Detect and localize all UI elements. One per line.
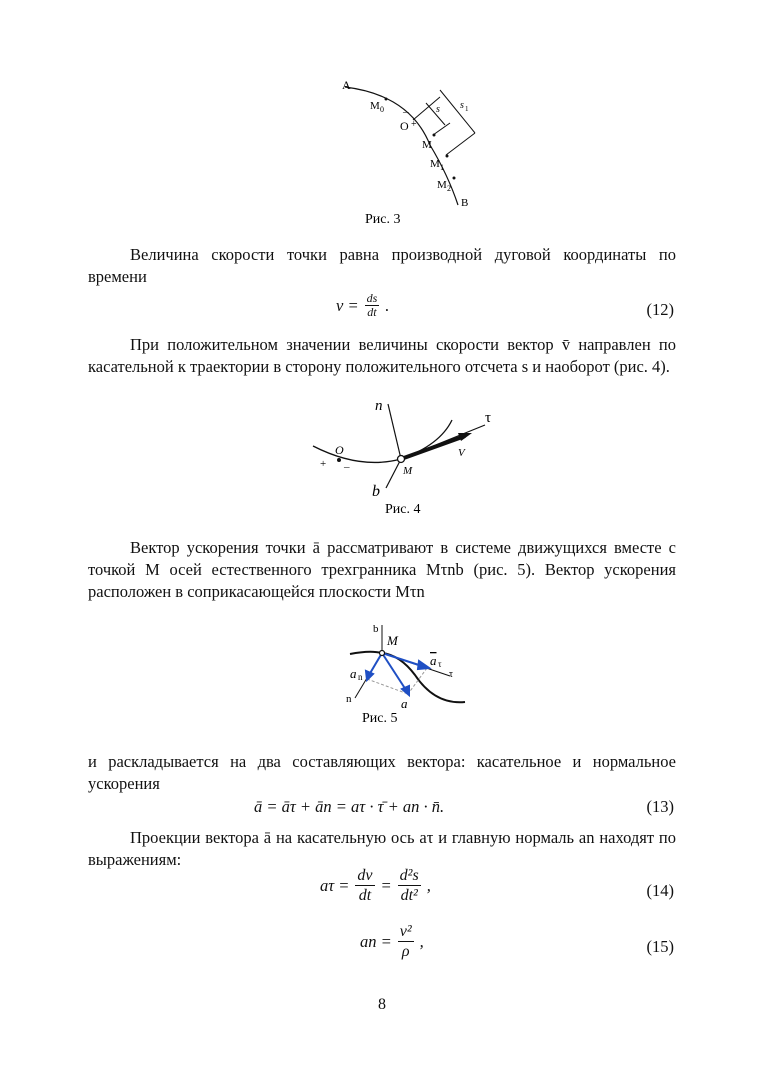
label-minus: –	[403, 106, 409, 118]
eq12-lhs: v =	[336, 295, 359, 315]
label-m2-sub: 2	[447, 184, 451, 193]
eq14-num1: dv	[357, 867, 373, 884]
eq12-tail: .	[385, 295, 390, 315]
paragraph-4: и раскладывается на два составляющих вектора: касательное и нормальное ускорения	[88, 752, 676, 793]
figure-5-caption: Рис. 5	[362, 711, 398, 726]
figure-4-caption: Рис. 4	[385, 502, 421, 517]
eq15-num: v²	[399, 923, 412, 940]
page-number: 8	[378, 996, 386, 1013]
figure-4	[300, 390, 500, 520]
figure-5	[330, 610, 480, 740]
equation-14-number: (14)	[646, 881, 674, 900]
equation-15	[360, 922, 424, 961]
paragraph-1: Величина скорости точки равна производной дуговой координаты по времени	[88, 245, 676, 286]
label-a-tau-sub: τ	[438, 659, 442, 669]
label-v: V	[458, 447, 465, 459]
label-a-n: a	[350, 666, 357, 681]
label-n: n	[375, 398, 383, 414]
eq14-lhs: aτ =	[320, 875, 350, 895]
label-o: O	[400, 119, 409, 133]
eq14-den1: dt	[358, 887, 372, 904]
equation-13-number: (13)	[646, 797, 674, 816]
label-b: b	[372, 483, 380, 500]
label-m1: M	[430, 158, 440, 170]
label-tau: τ	[449, 669, 454, 680]
label-m: M	[403, 465, 413, 477]
label-a: a	[401, 696, 408, 711]
paragraph-5: Проекции вектора ā на касательную ось aτ и главную нормаль an находят по выражениям:	[88, 828, 676, 869]
paragraph-2: При положительном значении величины скорости вектор v̄ направлен по касательной к траектории в сторону положительного отсчета s и наоборот (рис. 4).	[88, 335, 676, 376]
label-m2: M	[437, 179, 447, 191]
eq14-eq: =	[380, 875, 392, 895]
label-plus: +	[411, 119, 417, 130]
label-plus: +	[320, 458, 327, 470]
paragraph-3: Вектор ускорения точки ā рассматривают в системе движущихся вместе с точкой M осей естественного трехгранника Mτnb (рис. 5). Вектор ускорения расположен в соприкасающейся плоскости Mτn	[88, 538, 676, 601]
eq12-den: dt	[367, 305, 377, 319]
label-m: M	[387, 633, 398, 648]
eq14-num2: d²s	[399, 867, 419, 884]
label-n: n	[346, 693, 352, 705]
eq14-tail: ,	[426, 875, 431, 895]
figure-3-caption: Рис. 3	[365, 212, 401, 227]
equation-14	[320, 866, 431, 905]
equation-13: ā = āτ + ān = aτ · τ̄ + an · n̄.	[254, 797, 445, 816]
eq15-tail: ,	[419, 931, 424, 951]
label-a-n-sub: n	[358, 672, 363, 682]
equation-12-number: (12)	[646, 300, 674, 319]
equation-12	[336, 292, 389, 319]
label-tau: τ	[485, 410, 492, 426]
equation-15-number: (15)	[646, 937, 674, 956]
label-s: s	[436, 104, 440, 115]
label-s1: s	[460, 100, 464, 111]
figure-3	[330, 75, 490, 235]
label-m0-sub: 0	[380, 105, 384, 114]
label-a-tau: a	[430, 653, 437, 668]
label-b: B	[461, 197, 469, 209]
label-m: M	[422, 139, 432, 151]
eq12-num: ds	[366, 291, 378, 305]
label-minus: –	[344, 461, 350, 473]
label-a: A	[342, 78, 351, 92]
eq15-lhs: an =	[360, 931, 392, 951]
label-m1-sub: 1	[440, 163, 444, 172]
label-m0: M	[370, 100, 380, 112]
eq15-den: ρ	[401, 943, 410, 960]
label-b: b	[373, 623, 379, 635]
label-o: O	[335, 443, 344, 457]
eq14-den2: dt²	[400, 887, 418, 904]
label-s1-sub: 1	[465, 105, 469, 113]
